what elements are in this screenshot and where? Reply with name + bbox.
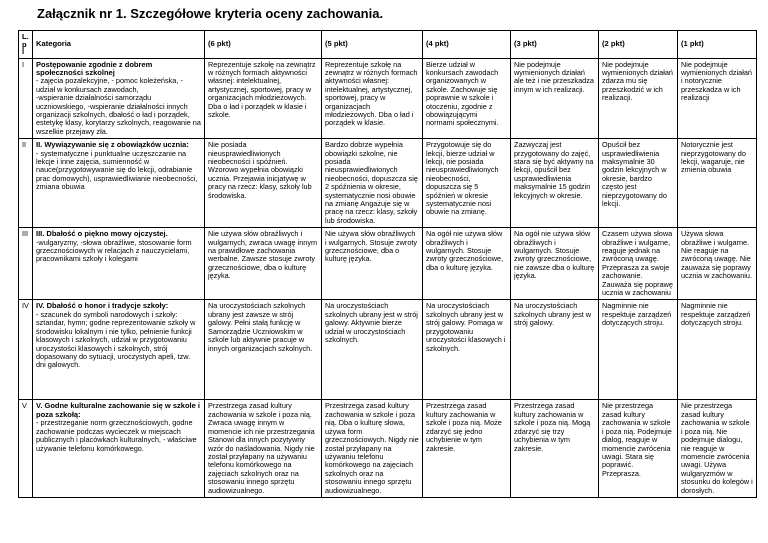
table-row xyxy=(19,228,757,300)
grade-4-cell: Bierze udział w konkursach zawodach organizowanych w szkole. Zachowuje się poprawnie w szkole i otoczeniu, zgodnie z obowiązującymi normami społecznymi. xyxy=(423,58,511,139)
grade-6-cell: Przestrzega zasad kultury zachowania w szkole i poza nią. Zwraca uwagę innym w momencie ich nie przestrzegania Stanowi dla innych pozytywny wzór do naśladowania. Nigdy nie został przyłapany na używaniu telefonu komórkowego na zajęciach szkolnych oraz na stosowaniu innego sprzętu audiowizualnego. xyxy=(205,400,322,497)
grade-2-cell: Nagminnie nie respektuje zarządzeń dotyczących stroju. xyxy=(599,300,678,400)
grade-5-cell: Bardzo dobrze wypełnia obowiązki szkolne, nie posiada nieusprawiedliwionych nieobecności, dopuszcza się 2 spóźnienia w okresie, systematycznie nosi obuwie na zmianę Angażuje się w pracę na rzecz: klasy, szkoły lub środowiska. xyxy=(322,139,423,228)
table-row xyxy=(19,139,757,228)
grade-3-cell: Na uroczystościach szkolnych ubrany jest w strój galowy. xyxy=(511,300,599,400)
grade-4-cell: Przygotowuje się do lekcji, bierze udział w lekcji, nie posiada nieusprawiedliwionych nieobecności, dopuszcza się 5 spóźnień w okresie systematycznie nosi obuwie na zmianę. xyxy=(423,139,511,228)
criteria-table xyxy=(18,30,757,498)
category-cell xyxy=(33,400,205,497)
grade-6-cell: Nie używa słów obraźliwych i wulgarnych, zwraca uwagę innym na prawidłowe zachowania werbalne. Zawsze stosuje zwroty grzecznościowe, dba o kulturę języka. xyxy=(205,228,322,300)
category-title: IV. Dbałość o honor i tradycje szkoły: xyxy=(36,301,169,311)
header-grade-3: (3 pkt) xyxy=(511,31,599,59)
category-description: - przestrzeganie norm grzecznościowych, godne zachowanie podczas wycieczek w miejscach publicznych i placówkach kulturalnych, - właściwe używanie telefonu komórkowego. xyxy=(36,418,197,453)
row-number: III xyxy=(19,228,33,300)
grade-5-cell: Na uroczystościach szkolnych ubrany jest w strój galowy. Aktywnie bierze udział w uroczystościach szkolnych. xyxy=(322,300,423,400)
grade-4-cell: Na uroczystościach szkolnych ubrany jest w strój galowy. Pomaga w przygotowaniu uroczystości klasowych i szkolnych. xyxy=(423,300,511,400)
grade-3-cell: Na ogół nie używa słów obraźliwych i wulgarnych. Stosuje zwroty grzecznościowe, nie zawsze dba o kulturę języka. xyxy=(511,228,599,300)
header-grade-5: (5 pkt) xyxy=(322,31,423,59)
grade-2-cell: Opuścił bez usprawiedliwienia maksymalnie 30 godzin lekcyjnych w okresie, bardzo często jest nieprzygotowany do lekcji. xyxy=(599,139,678,228)
category-description: - zajęcia pozalekcyjne, - pomoc koleżeńska, -udział w konkursach zawodach, -wspieranie działalności samorządu uczniowskiego, -wspieranie działalności innych organizacji szkolnych, dbałość o ład i porządek, estetykę klasy, korytarzy szkolnych, reagowanie na wszelkie przejawy zła. xyxy=(36,76,201,136)
category-title: V. Godne kulturalne zachowanie się w szkole i poza szkołą: xyxy=(36,401,200,419)
grade-3-cell: Nie podejmuje wymienionych działań ale też i nie przeszkadza innym w ich realizacji. xyxy=(511,58,599,139)
grade-5-cell: Reprezentuje szkołę na zewnątrz w różnych formach aktywności własnej: intelektualnej, artystycznej, sportowej, pracy w organizacjach młodzieżowych. Dba o ład i porządek w klasie. xyxy=(322,58,423,139)
header-lp: L. p l xyxy=(19,31,33,59)
grade-1-cell: Nie podejmuje wymienionych działań i notorycznie przeszkadza w ich realizacji xyxy=(678,58,757,139)
grade-1-cell: Notorycznie jest nieprzygotowany do lekcji, wagaruje, nie zmienia obuwia xyxy=(678,139,757,228)
category-title: III. Dbałość o piękno mowy ojczystej. xyxy=(36,229,168,239)
grade-6-cell: Na uroczystościach szkolnych ubrany jest zawsze w strój galowy. Pełni stałą funkcję w Samorządzie Uczniowskim w szkole lub aktywnie pracuje w innych organizacjach szkolnych. xyxy=(205,300,322,400)
table-row xyxy=(19,400,757,497)
grade-6-cell: Reprezentuje szkołę na zewnątrz w różnych formach aktywności własnej: intelektualnej, artystycznej, sportowej, pracy w organizacjach młodzieżowych. Dba o ład i porządek w klasie i szkole. xyxy=(205,58,322,139)
category-description: - szacunek do symboli narodowych i szkoły: sztandar, hymn; godne reprezentowanie szkoły w środowisku lokalnym i nie tylko, pełnienie funkcji klasowych i szkolnych, udział w przygotowaniu uroczystości klasowych i szkolnych, strój dopasowany do sytuacji, uroczystych apeli, tzw. dni galowych. xyxy=(36,309,196,370)
header-grade-4: (4 pkt) xyxy=(423,31,511,59)
row-number: I xyxy=(19,58,33,139)
grade-1-cell: Nie przestrzega zasad kultury zachowania w szkole i poza nią. Nie podejmuje dialogu, nie reaguje w momencie zwrócenia uwagi. Używa wulgaryzmów w stosunku do kolegów i dorosłych. xyxy=(678,400,757,497)
category-description: -wulgaryzmy, -słowa obraźliwe, stosowanie form grzecznościowych w relacjach z nauczycielami, pracownikami szkoły i kolegami xyxy=(36,237,192,264)
grade-6-cell: Nie posiada nieusprawiedliwionych nieobecności i spóźnień. Wzorowo wypełnia obowiązki ucznia. Przejawia inicjatywę w pracy na rzecz: klasy, szkoły lub środowiska. xyxy=(205,139,322,228)
grade-1-cell: Używa słowa obraźliwe i wulgarne. Nie reaguje na zwróconą uwagę. Nie zauważa się poprawy ucznia w zachowaniu. xyxy=(678,228,757,300)
category-cell xyxy=(33,139,205,228)
grade-4-cell: Przestrzega zasad kultury zachowania w szkole i poza nią. Może zdarzyć się jedno uchybienie w tym zakresie. xyxy=(423,400,511,497)
header-category: Kategoria xyxy=(33,31,205,59)
grade-3-cell: Przestrzega zasad kultury zachowania w szkole i poza nią. Mogą zdarzyć się trzy uchybienia w tym zakresie. xyxy=(511,400,599,497)
header-grade-1: (1 pkt) xyxy=(678,31,757,59)
grade-2-cell: Nie podejmuje wymienionych działań zdarza mu się przeszkodzić w ich realizacji. xyxy=(599,58,678,139)
grade-5-cell: Przestrzega zasad kultury zachowania w szkole i poza nią. Dba o kulturę słowa, używa form grzecznościowych. Nigdy nie został przyłapany na używaniu telefonu komórkowego na zajęciach szkolnych oraz na stosowaniu innego sprzętu audiowizualnego. xyxy=(322,400,423,497)
category-cell xyxy=(33,58,205,139)
category-cell xyxy=(33,228,205,300)
grade-3-cell: Zazwyczaj jest przygotowany do zajęć, stara się być aktywny na lekcji, opuścił bez usprawiedliwienia maksymalnie 15 godzin lekcyjnych w okresie. xyxy=(511,139,599,228)
row-number: V xyxy=(19,400,33,497)
grade-5-cell: Nie używa słów obraźliwych i wulgarnych. Stosuje zwroty grzecznościowe, dba o kulturę języka. xyxy=(322,228,423,300)
grade-4-cell: Na ogół nie używa słów obraźliwych i wulgarnych. Stosuje zwroty grzecznościowe, dba o kulturę języka. xyxy=(423,228,511,300)
row-number: II xyxy=(19,139,33,228)
category-title: II. Wywiązywanie się z obowiązków ucznia: xyxy=(36,140,189,150)
header-grade-2: (2 pkt) xyxy=(599,31,678,59)
page-title: Załącznik nr 1. Szczegółowe kryteria oceny zachowania. xyxy=(37,6,384,21)
table-header-row xyxy=(19,31,757,59)
table-row xyxy=(19,300,757,400)
row-number: IV xyxy=(19,300,33,400)
grade-2-cell: Czasem używa słowa obraźliwe i wulgarne, reaguje jednak na zwróconą uwagę. Przeprasza za swoje zachowanie. Zauważa się poprawę ucznia w zachowaniu xyxy=(599,228,678,300)
grade-2-cell: Nie przestrzega zasad kultury zachowania w szkole i poza nią. Podejmuje dialog, reaguje w momencie zwrócenia uwagi. Stara się poprawić. Przeprasza. xyxy=(599,400,678,497)
category-description: - systematyczne i punktualne uczęszczanie na lekcje i inne zajęcia, sumienność w nauce(przygotowywanie się do lekcji, odrabianie prac domowych), usprawiedliwianie nieobecności, zmiana obuwia xyxy=(36,148,198,192)
category-title: Postępowanie zgodnie z dobrem społeczności szkolnej xyxy=(36,59,153,77)
header-grade-6: (6 pkt) xyxy=(205,31,322,59)
table-row xyxy=(19,58,757,139)
category-cell xyxy=(33,300,205,400)
grade-1-cell: Nagminnie nie respektuje zarządzeń dotyczących stroju. xyxy=(678,300,757,400)
